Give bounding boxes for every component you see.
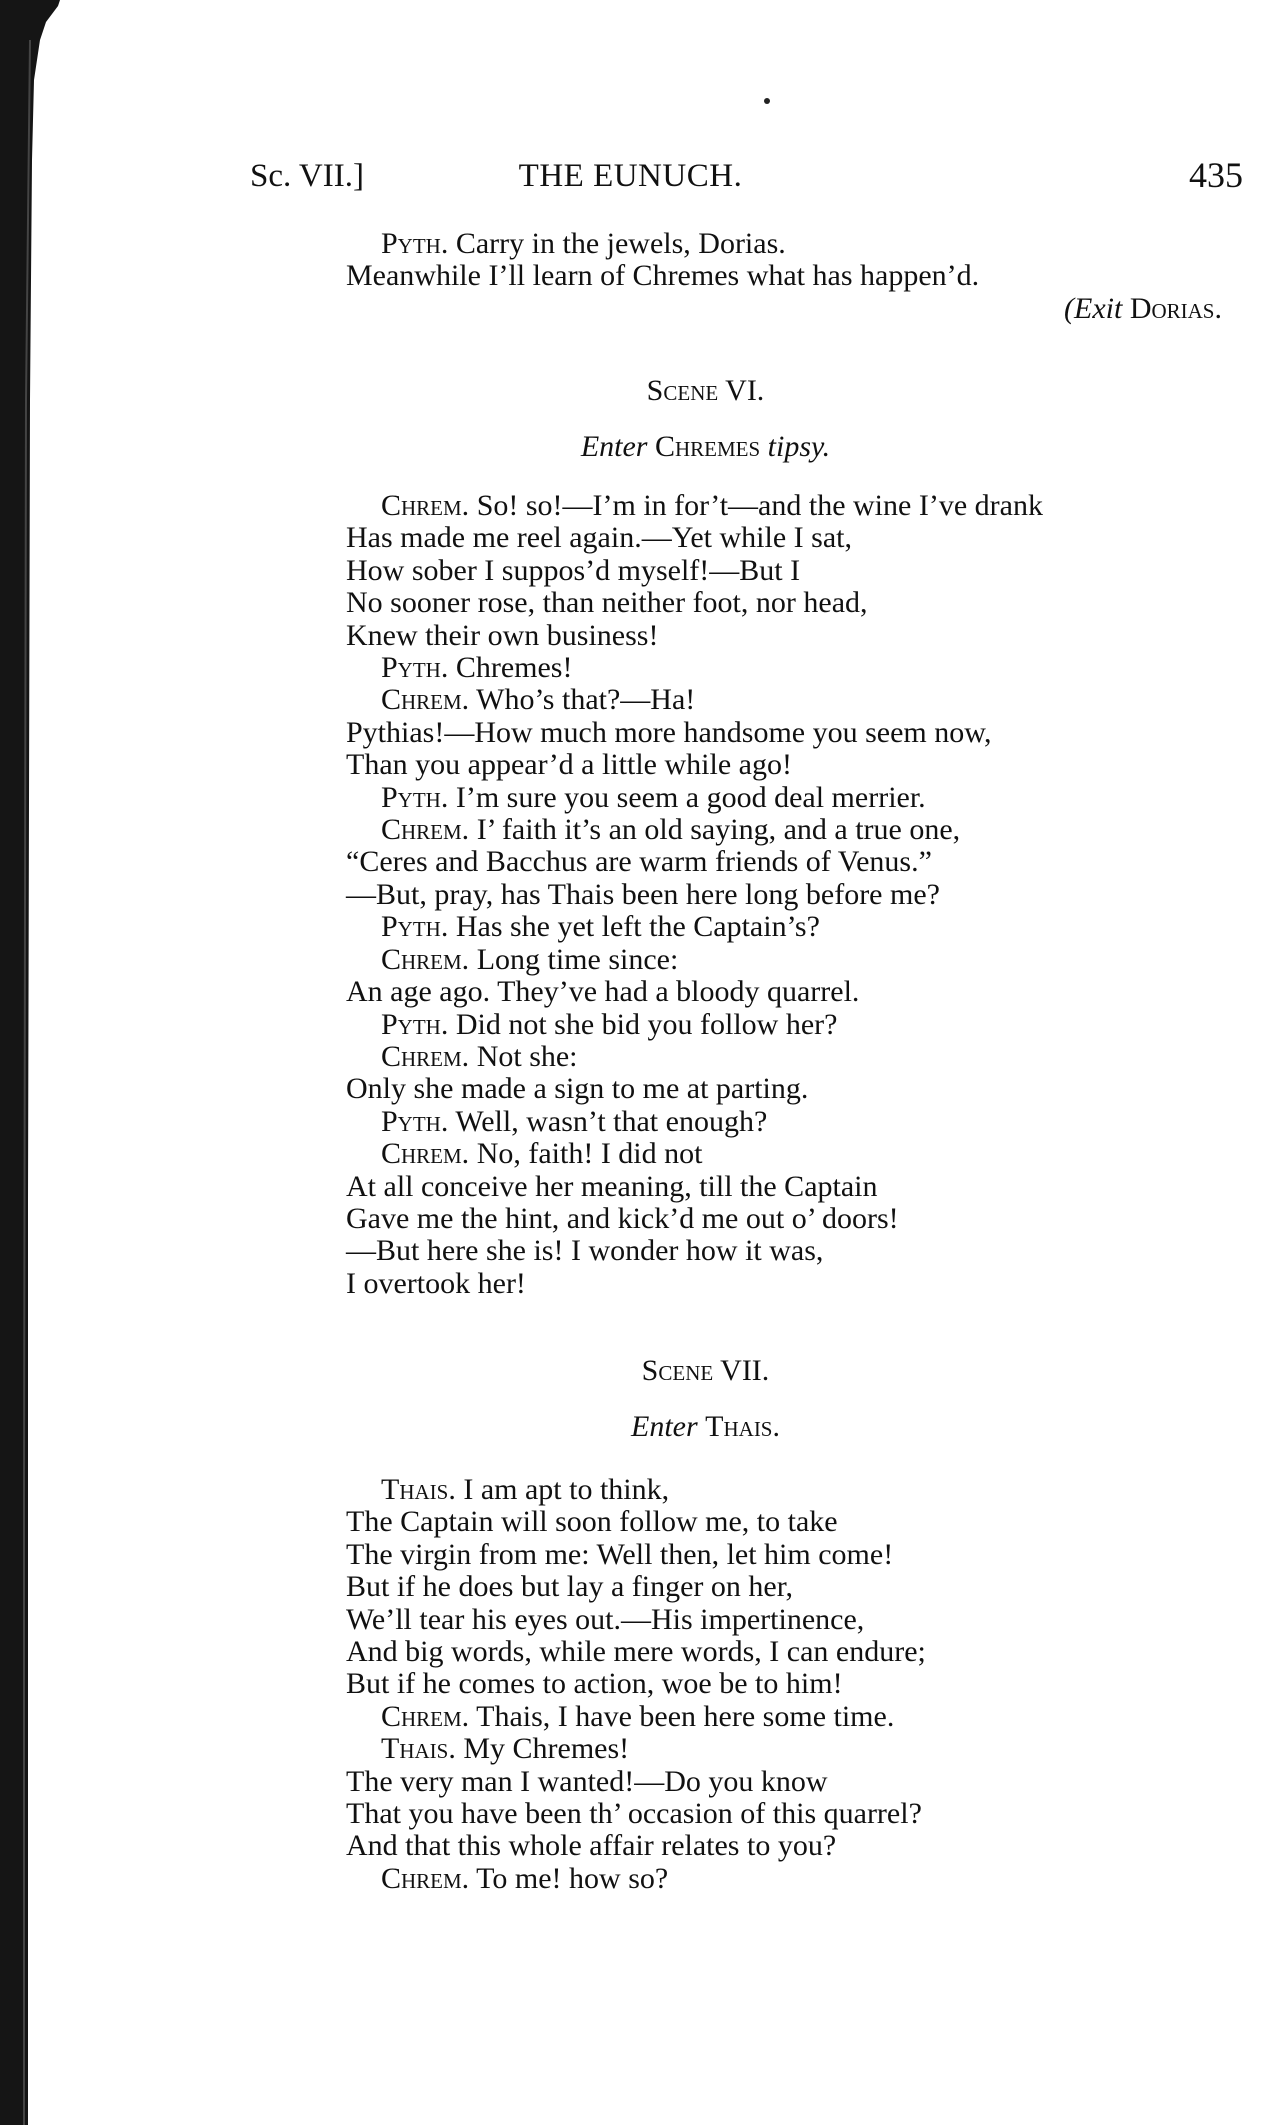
line-text: To me! how so? <box>476 1861 669 1895</box>
scene-word: Scene <box>646 374 719 407</box>
line-text: At all conceive her meaning, till the Captain <box>346 1169 878 1203</box>
line-text: Gave me the hint, and kick’d me out o’ doors! <box>346 1201 899 1235</box>
speaker-name: Pyth. <box>381 910 449 944</box>
speaker-name: Chrem. <box>381 942 470 976</box>
dialogue-line <box>346 1571 926 1603</box>
speaker-name: Chrem. <box>381 1137 470 1171</box>
speaker-name: Pyth. <box>381 651 449 685</box>
line-text: —But here she is! I wonder how it was, <box>346 1234 824 1268</box>
exit-word: (Exit <box>1064 291 1123 325</box>
line-text: But if he comes to action, woe be to him! <box>346 1667 843 1701</box>
dialogue-line <box>346 1009 1043 1041</box>
line-text: Thais, I have been here some time. <box>476 1699 895 1733</box>
line-text: The Captain will soon follow me, to take <box>346 1505 838 1539</box>
scene-number: VI. <box>725 374 765 407</box>
dialogue-line <box>346 1539 926 1571</box>
dialogue-line <box>346 717 1043 749</box>
dialogue-line <box>346 1041 1043 1073</box>
dialogue-line <box>346 749 1043 781</box>
line-text: My Chremes! <box>463 1732 630 1766</box>
line-text: “Ceres and Bacchus are warm friends of Venus.” <box>346 845 932 879</box>
speaker-name: Chrem. <box>381 1039 470 1073</box>
line-text: Carry in the jewels, Dorias. <box>455 227 786 260</box>
dialogue-line <box>346 1138 1043 1170</box>
dialogue-line <box>346 1733 926 1765</box>
speaker-name: Thais. <box>381 1732 456 1766</box>
line-text: We’ll tear his eyes out.—His impertinence, <box>346 1602 865 1636</box>
line-text: No sooner rose, than neither foot, nor head, <box>346 586 868 620</box>
speaker-name: Thais. <box>381 1473 456 1506</box>
line-text: —But, pray, has Thais been here long before me? <box>346 877 940 911</box>
dialogue-line <box>346 587 1043 619</box>
scene-word: Scene <box>641 1354 714 1387</box>
line-text: I’ faith it’s an old saying, and a true one, <box>476 813 961 847</box>
speaker-name: Chrem. <box>381 1699 470 1733</box>
dialogue-line <box>346 522 1043 554</box>
line-text: The virgin from me: Well then, let him come! <box>346 1537 894 1571</box>
page-header <box>0 150 1261 200</box>
enter-word: Enter <box>580 430 648 463</box>
line-text: Chremes! <box>455 651 573 685</box>
dialogue-line <box>346 1604 926 1636</box>
dialogue-line <box>346 1506 926 1538</box>
book-spine-edge <box>0 0 60 2125</box>
dialogue-line <box>346 1701 926 1733</box>
dialogue-line <box>346 911 1043 943</box>
line-text: Pythias!—How much more handsome you seem now, <box>346 715 992 749</box>
ink-dot <box>764 98 770 104</box>
header-title: THE EUNUCH. <box>518 158 743 194</box>
line-text: Did not she bid you follow her? <box>455 1007 838 1041</box>
speaker-name: Pyth. <box>381 227 449 260</box>
page-number: 435 <box>1189 155 1243 195</box>
line-text: Who’s that?—Ha! <box>476 683 696 717</box>
dialogue-line <box>346 1268 1043 1300</box>
line-text: Knew their own business! <box>346 618 659 652</box>
speaker-name: Chrem. <box>381 813 470 847</box>
dialogue-line <box>346 555 1043 587</box>
dialogue-line <box>346 976 1043 1008</box>
entering-character: Thais. <box>705 1410 780 1443</box>
dialogue-line <box>346 1073 1043 1105</box>
dialogue-line <box>346 1203 1043 1235</box>
dialogue-line <box>346 652 1043 684</box>
line-text: Not she: <box>476 1039 578 1073</box>
dialogue-line <box>346 684 1043 716</box>
line-text: How sober I suppos’d myself!—But I <box>346 553 801 587</box>
scene-number: VII. <box>720 1354 770 1387</box>
dialogue-line <box>346 228 1222 260</box>
line-text: Than you appear’d a little while ago! <box>346 748 792 782</box>
line-text: I’m sure you seem a good deal merrier. <box>455 780 926 814</box>
speaker-name: Chrem. <box>381 1861 470 1895</box>
stage-note: tipsy. <box>767 430 831 463</box>
speaker-name: Pyth. <box>381 780 449 814</box>
opening-dialogue <box>346 228 1222 325</box>
line-text: And that this whole affair relates to you? <box>346 1829 837 1863</box>
scene-7-heading <box>0 1354 1261 1388</box>
dialogue-line <box>346 1766 926 1798</box>
dialogue-line <box>346 879 1043 911</box>
dialogue-line <box>346 1863 926 1895</box>
line-text: I am apt to think, <box>463 1473 670 1506</box>
enter-word: Enter <box>631 1410 698 1443</box>
scene-7-entrance <box>0 1410 1261 1444</box>
dialogue-line <box>346 814 1043 846</box>
header-section: Sc. VII.] <box>250 158 364 194</box>
line-text: But if he does but lay a finger on her, <box>346 1570 794 1604</box>
dialogue-line <box>346 620 1043 652</box>
dialogue-line <box>346 1798 926 1830</box>
line-text: Has she yet left the Captain’s? <box>455 910 820 944</box>
line-text: The very man I wanted!—Do you know <box>346 1764 828 1798</box>
entering-character: Chremes <box>654 430 761 463</box>
line-text: Has made me reel again.—Yet while I sat, <box>346 521 852 555</box>
line-text: Long time since: <box>476 942 679 976</box>
line-text: No, faith! I did not <box>476 1137 703 1171</box>
dialogue-line <box>346 846 1043 878</box>
speaker-name: Chrem. <box>381 489 470 522</box>
line-text: That you have been th’ occasion of this quarrel? <box>346 1797 922 1831</box>
scene-6-dialogue <box>346 490 1043 1300</box>
speaker-name: Pyth. <box>381 1104 449 1138</box>
speaker-name: Chrem. <box>381 683 470 717</box>
scene-6-entrance <box>0 430 1261 464</box>
line-text: Only she made a sign to me at parting. <box>346 1072 809 1106</box>
dialogue-line <box>346 944 1043 976</box>
dialogue-line <box>346 490 1043 522</box>
dialogue-line <box>346 1668 926 1700</box>
dialogue-line <box>346 782 1043 814</box>
scene-7-dialogue <box>346 1474 926 1895</box>
dialogue-line <box>346 1106 1043 1138</box>
dialogue-line <box>346 260 1222 292</box>
dialogue-line <box>346 1171 1043 1203</box>
line-text: I overtook her! <box>346 1266 526 1300</box>
scene-6-heading <box>0 374 1261 408</box>
dialogue-line <box>346 1235 1043 1267</box>
speaker-name: Pyth. <box>381 1007 449 1041</box>
line-text: And big words, while mere words, I can endure; <box>346 1635 926 1669</box>
exit-character: Dorias. <box>1129 291 1222 325</box>
stage-direction-exit <box>346 293 1222 325</box>
line-text: So! so!—I’m in for’t—and the wine I’ve drank <box>476 489 1043 522</box>
dialogue-line <box>346 1474 926 1506</box>
line-text: An age ago. They’ve had a bloody quarrel. <box>346 975 860 1009</box>
line-text: Well, wasn’t that enough? <box>455 1104 768 1138</box>
line-text: Meanwhile I’ll learn of Chremes what has happen’d. <box>346 259 980 293</box>
dialogue-line <box>346 1830 926 1862</box>
dialogue-line <box>346 1636 926 1668</box>
